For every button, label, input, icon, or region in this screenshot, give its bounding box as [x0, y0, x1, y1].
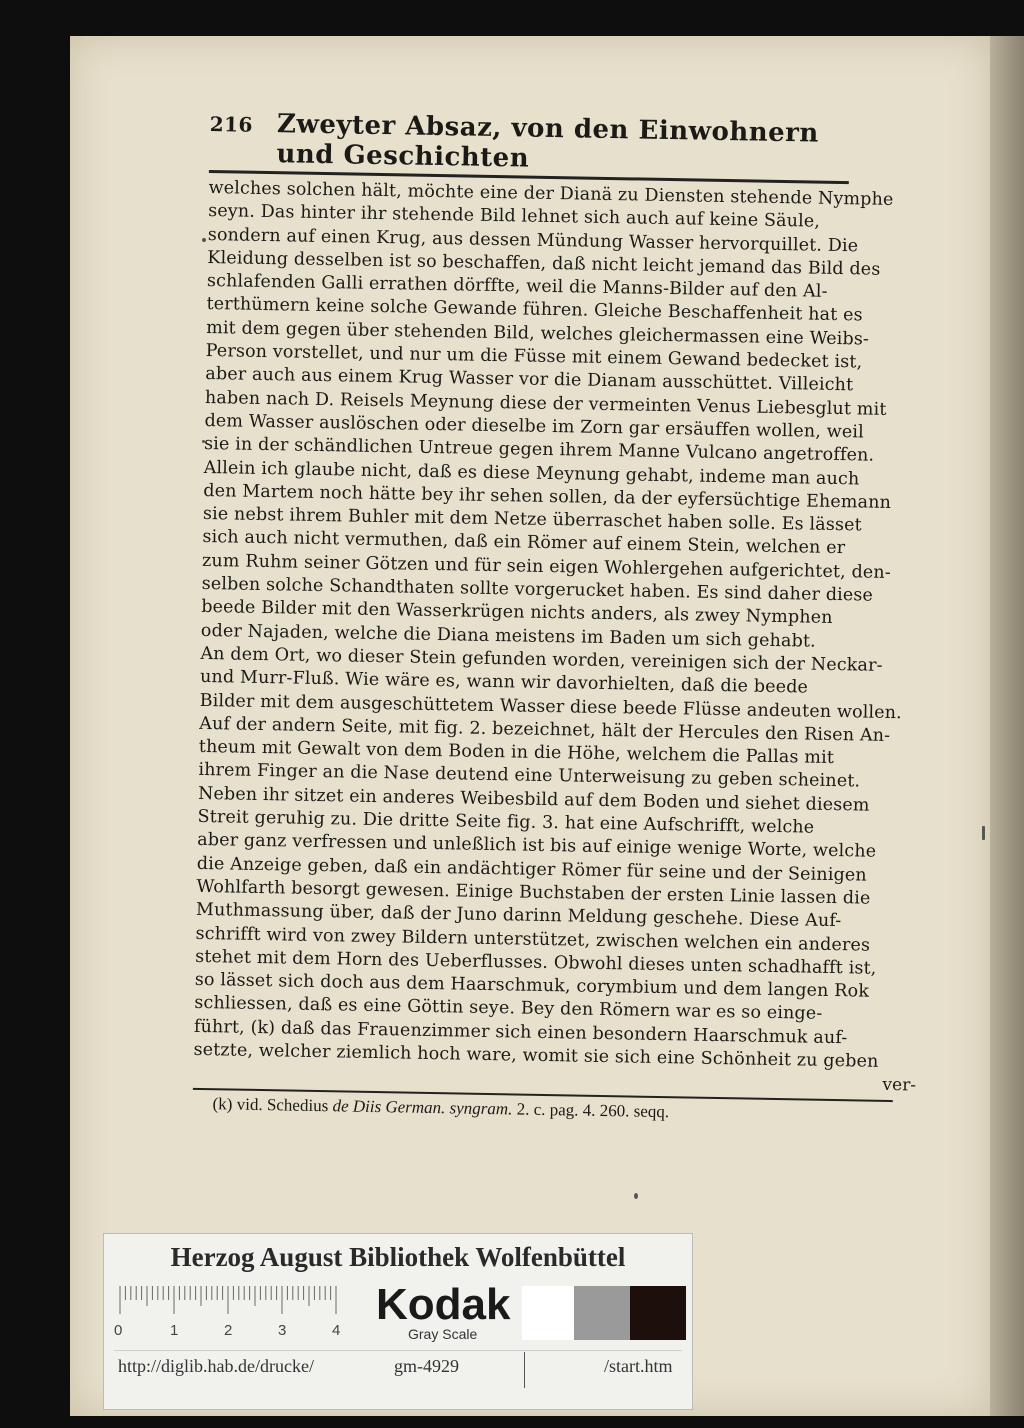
text-line: Streit geruhig zu. Die dritte Seite fig. 3. hat eine Aufschrifft, welche: [197, 806, 815, 838]
text-line: haben nach D. Reisels Meynung diese der vermeinten Venus Liebesglut mit: [204, 387, 887, 420]
ink-speck: [202, 238, 206, 242]
text-line: so lässet sich doch aus dem Haarschmuk, corymbium und dem langen Rok: [194, 969, 870, 1002]
text-line: schrifft wird von zwey Bildern unterstützet, zwischen welchen ein anderes: [195, 923, 871, 956]
start-link: /start.htm: [604, 1356, 673, 1376]
ink-speck: [982, 826, 985, 840]
text-line: stehet mit dem Horn des Ueberflusses. Obwohl dieses unten schadhafft ist,: [195, 946, 877, 979]
gray-swatch-white: [522, 1286, 574, 1340]
page-edge: [990, 36, 1024, 1416]
running-head-title: Zweyter Absaz, von den Einwohnern und Geschichten: [276, 109, 820, 174]
text-line: schliessen, daß es eine Göttin seye. Bey den Römern war es so einge-: [194, 993, 823, 1025]
ruler-label: 2: [224, 1322, 233, 1339]
text-line: schlafenden Galli errathen dörffte, weil die Manns-Bilder auf den Al-: [206, 271, 828, 302]
text-line: welches solchen hält, möchte eine der Dianä zu Diensten stehende Nymphe: [208, 177, 894, 210]
text-line: dem Wasser auslöschen oder dieselbe im Zorn gar ersäuffen wollen, weil: [204, 410, 865, 443]
text-line: sie in der schändlichen Untreue gegen ihrem Manne Vulcano angetroffen.: [203, 434, 875, 466]
gray-scale-label: Gray Scale: [408, 1326, 478, 1342]
page-text-block: [192, 108, 934, 1127]
text-line: Kleidung desselben ist so beschaffen, daß nicht leicht jemand das Bild des: [207, 247, 881, 280]
text-line: die Anzeige geben, daß ein andächtiger Römer für seine und der Seinigen: [196, 853, 868, 886]
text-line: sie nebst ihrem Buhler mit dem Netze überraschet haben solle. Es lässet: [202, 504, 862, 536]
ruler-label: 3: [278, 1322, 287, 1339]
text-line: oder Najaden, welche die Diana meistens im Baden um sich gehabt.: [200, 620, 816, 652]
library-url: http://diglib.hab.de/drucke/: [118, 1356, 314, 1376]
scale-ruler: [114, 1286, 358, 1339]
text-line: Person vorstellet, und nur um die Füsse mit einem Gewand bedecket ist,: [205, 341, 863, 373]
footnote-italic: de Diis German. syngram.: [332, 1096, 513, 1119]
running-header: [209, 108, 850, 184]
ruler-label: 0: [114, 1322, 123, 1339]
text-line: An dem Ort, wo dieser Stein gefunden worden, vereinigen sich der Neckar-: [200, 643, 883, 676]
text-line: Muthmassung über, daß der Juno darinn Meldung geschehe. Diese Auf-: [195, 900, 842, 932]
footnote-prefix: (k) vid. Schedius: [212, 1094, 329, 1116]
shelfmark-id: gm-4929: [394, 1356, 459, 1376]
text-line: den Martem noch hätte bey ihr sehen sollen, da der eyfersüchtige Ehemann: [203, 480, 892, 513]
text-line: und Murr-Fluß. Wie wäre es, wann wir davorhielten, daß die beede: [199, 667, 809, 698]
ink-speck: [634, 1193, 638, 1199]
text-line: sich auch nicht vermuthen, daß ein Römer auf einem Stein, welchen er: [202, 527, 846, 559]
text-line: aber ganz verfressen und unleßlich ist bis auf einige wenige Worte, welche: [197, 830, 877, 863]
target-card: [103, 1233, 693, 1410]
text-line: Neben ihr sitzet ein anderes Weibesbild auf dem Boden und siehet diesem: [197, 783, 870, 816]
text-line: seyn. Das hinter ihr stehende Bild lehnet sich auch auf keine Säule,: [208, 201, 821, 232]
text-line: ihrem Finger an die Nase deutend eine Unterweisung zu geben scheinet.: [198, 760, 861, 792]
text-line: mit dem gegen über stehenden Bild, welches gleichermassen eine Weibs-: [205, 317, 870, 350]
text-line: aber auch aus einem Krug Wasser vor die Dianam ausschüttet. Villeicht: [205, 364, 854, 396]
gray-swatch-dark: [630, 1286, 686, 1340]
text-line: Bilder mit dem ausgeschüttetem Wasser diese beede Flüsse andeuten wollen.: [199, 690, 903, 723]
ruler-ticks: [118, 1286, 358, 1316]
ruler-label: 4: [332, 1322, 341, 1339]
text-line: beede Bilder mit den Wasserkrügen nichts anders, als zwey Nymphen: [201, 597, 833, 629]
footnote-suffix: 2. c. pag. 4. 260. seqq.: [516, 1099, 670, 1122]
text-line: selben solche Schandthaten sollte vorgerucket haben. Es sind daher diese: [201, 573, 874, 606]
body-text: [193, 177, 933, 1075]
text-line: terthümern keine solche Gewande führen. Gleiche Beschaffenheit hat es: [206, 294, 863, 326]
text-line: Allein ich glaube nicht, daß es diese Meynung gehabt, indeme man auch: [203, 457, 860, 489]
kodak-logo: Kodak: [376, 1280, 511, 1329]
ruler-label: 1: [170, 1322, 179, 1339]
text-line: sondern auf einen Krug, aus dessen Mündung Wasser hervorquillet. Die: [207, 224, 859, 256]
text-line: zum Ruhm seiner Götzen und für sein eigen Wohlergehen aufgerichtet, den-: [201, 550, 892, 583]
page-number: 216: [209, 111, 254, 137]
footer-separator: [524, 1352, 525, 1388]
card-divider: [114, 1350, 682, 1351]
gray-swatch-mid: [574, 1286, 630, 1340]
text-line: theum mit Gewalt von dem Boden in die Höhe, welchem die Pallas mit: [198, 737, 835, 769]
text-line: führt, (k) daß das Frauenzimmer sich einen besondern Haarschmuk auf-: [193, 1016, 848, 1048]
catchword: ver-: [882, 1075, 917, 1096]
text-line: Wohlfarth besorgt gewesen. Einige Buchstaben der ersten Linie lassen die: [196, 876, 871, 909]
text-line: setzte, welcher ziemlich hoch ware, womit sie sich eine Schönheit zu geben: [193, 1039, 879, 1072]
library-title: Herzog August Bibliothek Wolfenbüttel: [170, 1242, 626, 1272]
text-line: Auf der andern Seite, mit fig. 2. bezeichnet, hält der Hercules den Risen An-: [199, 713, 891, 746]
